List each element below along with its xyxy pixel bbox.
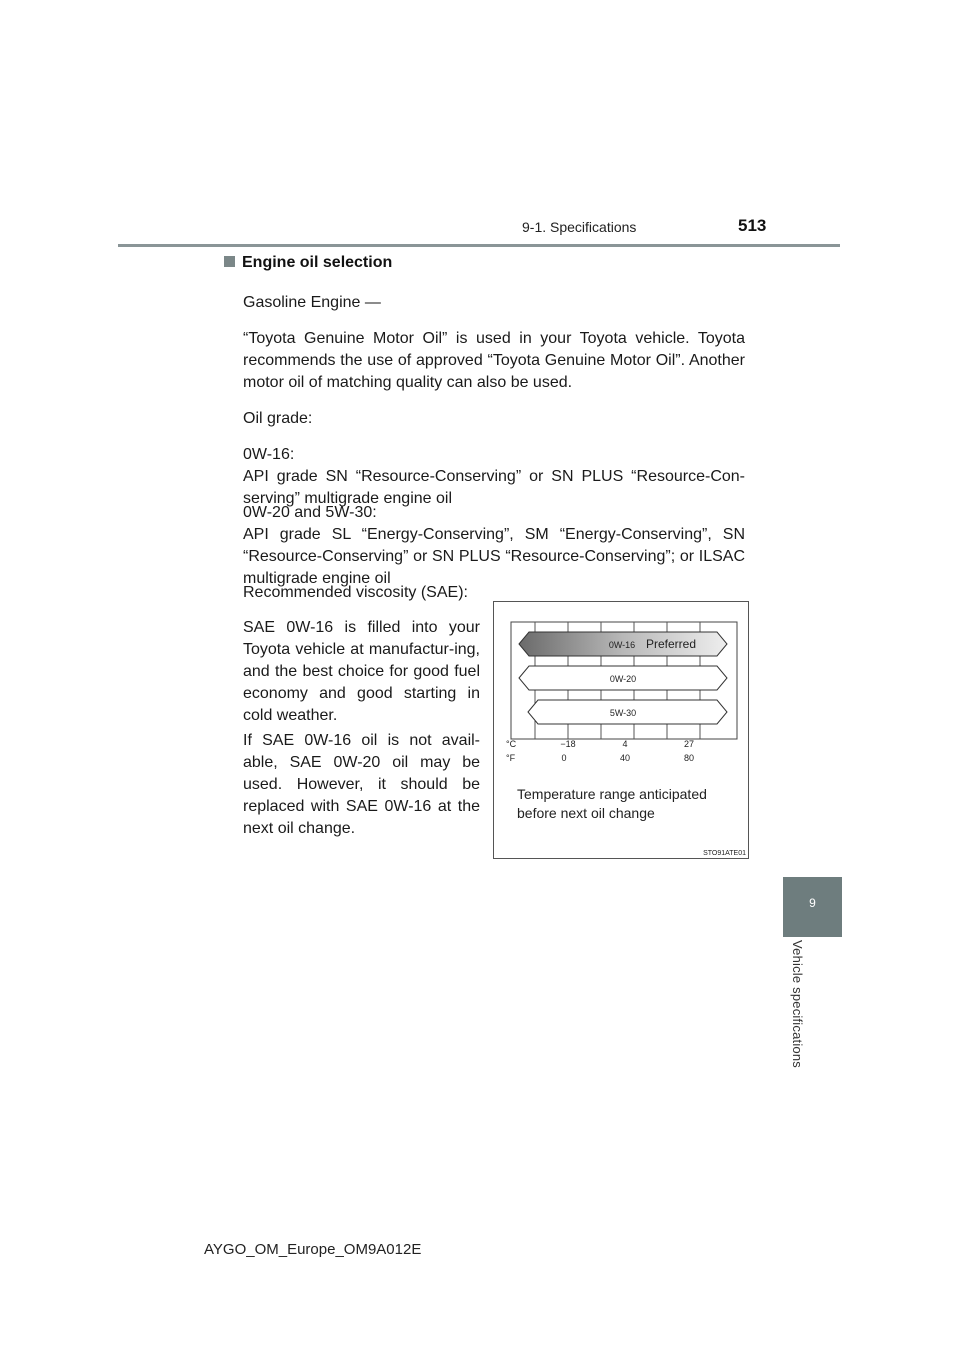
section-title: [224, 254, 392, 272]
paragraph-sae-fill: SAE 0W-16 is filled into your Toyota vehicle at manufactur-ing, and the best choice for good fuel economy and good starting in cold weather.: [243, 619, 480, 724]
paragraph-viscosity: Recommended viscosity (SAE):: [243, 584, 468, 601]
paragraph-oil-grade: Oil grade:: [243, 410, 313, 427]
figure-caption-line-2: before next oil change: [517, 805, 655, 821]
footer-document-id: AYGO_OM_Europe_OM9A012E: [204, 1241, 422, 1258]
grade-0w16-title: 0W-16:: [243, 446, 295, 463]
header-section-title: 9-1. Specifications: [522, 219, 637, 235]
paragraph-grade-0w16: [243, 444, 745, 510]
paragraph-grade-0w20: [243, 502, 745, 590]
bar-0w16-grade: 0W-16: [608, 640, 636, 650]
chapter-tab[interactable]: [783, 877, 842, 937]
grade-0w16-desc: API grade SN “Resource-Conserving” or SN PLUS “Resource-Con-serving” multigrade engine oil: [243, 468, 745, 507]
celsius-tick-2: 4: [622, 739, 628, 749]
bar-0w16-label: Preferred: [645, 637, 697, 651]
celsius-unit-label: °C: [506, 739, 517, 749]
fahrenheit-tick-3: 80: [683, 753, 695, 763]
paragraph-sae-alternative: If SAE 0W-16 oil is not avail-able, SAE 0W-20 oil may be used. However, it should be replaced with SAE 0W-16 at the next oil change.: [243, 732, 480, 837]
viscosity-figure: [493, 601, 749, 859]
bar-5w30-grade: 5W-30: [609, 708, 637, 718]
bar-0w20-grade: 0W-20: [609, 674, 637, 684]
fahrenheit-tick-1: 0: [561, 753, 567, 763]
page-number: 513: [738, 216, 767, 235]
figure-caption-line-1: Temperature range anticipated: [517, 786, 707, 802]
figure-code: STO91ATE01: [703, 850, 746, 857]
chapter-tab-number: 9: [809, 896, 816, 910]
section-title-text: Engine oil selection: [242, 254, 393, 271]
fahrenheit-tick-2: 40: [619, 753, 631, 763]
celsius-tick-3: 27: [683, 739, 695, 749]
chapter-tab-label: Vehicle specifications: [790, 940, 805, 1068]
header-rule: [118, 244, 840, 247]
grade-0w20-desc: API grade SL “Energy-Conserving”, SM “Energy-Conserving”, SN “Resource-Conserving” or SN PLUS “Resource-Conserving”; or ILSAC multigrade engine oil: [243, 526, 745, 587]
paragraph-engine: Gasoline Engine —: [243, 294, 381, 311]
grade-0w20-title: 0W-20 and 5W-30:: [243, 504, 377, 521]
section-square-icon: [224, 256, 235, 267]
celsius-tick-1: −18: [560, 739, 576, 749]
viscosity-chart: [494, 602, 750, 860]
fahrenheit-unit-label: °F: [506, 753, 516, 763]
paragraph-genuine-oil: “Toyota Genuine Motor Oil” is used in your Toyota vehicle. Toyota recommends the use of approved “Toyota Genuine Motor Oil”. Another motor oil of matching quality can also be used.: [243, 330, 745, 391]
